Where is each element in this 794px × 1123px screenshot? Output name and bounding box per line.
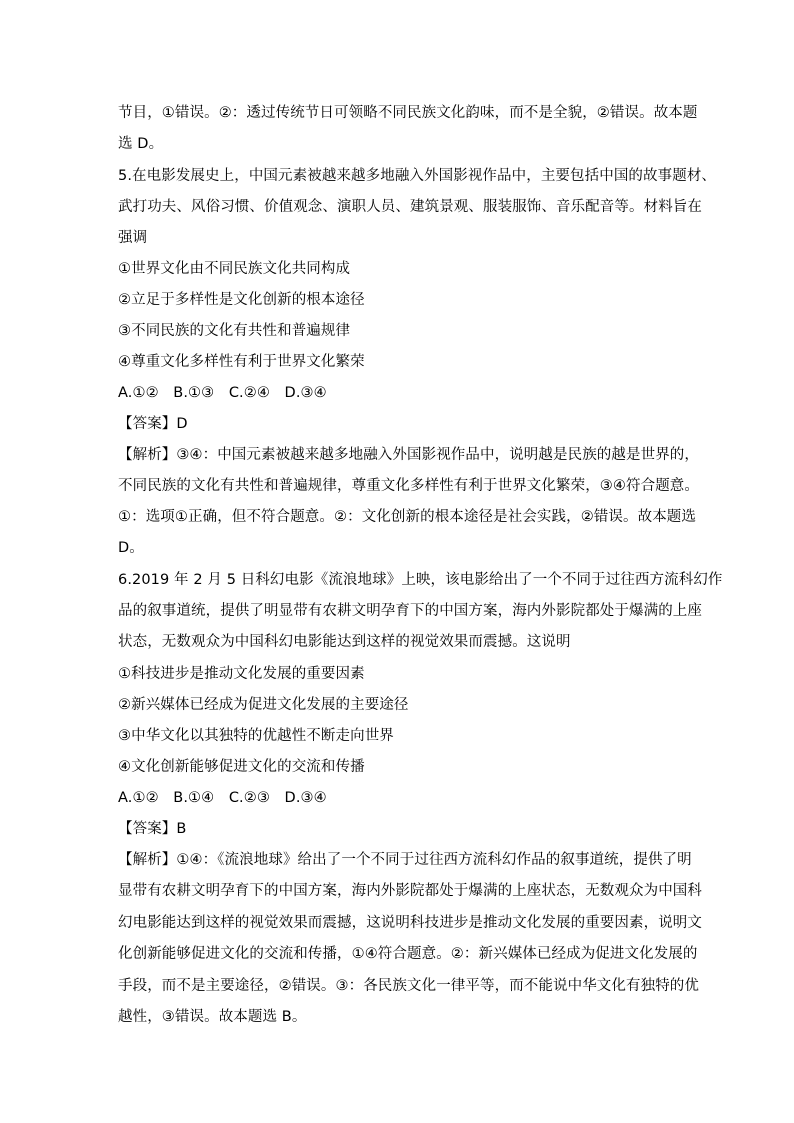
option-4: ④文化创新能够促进文化的交流和传播 — [118, 759, 365, 775]
question-6-stem: 6.2019 年 2 月 5 日科幻电影《流浪地球》上映，该电影给出了一个不同于过往西方流科幻作 — [118, 572, 723, 588]
text-line: ①：选项①正确，但不符合题意。②：文化创新的根本途径是社会实践，②错误。故本题选 — [118, 509, 696, 525]
answer-choices: A.①② B.①④ C.②③ D.③④ — [118, 790, 327, 806]
text-line: 显带有农耕文明孕育下的中国方案，海内外影院都处于爆满的上座状态，无数观众为中国科 — [118, 883, 702, 899]
option-3: ③中华文化以其独特的优越性不断走向世界 — [118, 728, 394, 744]
option-4: ④尊重文化多样性有利于世界文化繁荣 — [118, 354, 365, 370]
text-line: 节目，①错误。②：透过传统节日可领略不同民族文化韵味，而不是全貌，②错误。故本题 — [118, 105, 698, 121]
option-2: ②新兴媒体已经成为促进文化发展的主要途径 — [118, 697, 409, 713]
text-line: 幻电影能达到这样的视觉效果而震撼，这说明科技进步是推动文化发展的重要因素，说明文 — [118, 915, 702, 931]
text-line: 不同民族的文化有共性和普遍规律，尊重文化多样性有利于世界文化繁荣，③④符合题意。 — [118, 478, 699, 494]
text-line: 强调 — [118, 230, 148, 246]
text-line: 品的叙事道统，提供了明显带有农耕文明孕育下的中国方案，海内外影院都处于爆满的上座 — [118, 603, 702, 619]
analysis: 【解析】③④：中国元素被越来越多地融入外国影视作品中，说明越是民族的越是世界的， — [118, 447, 699, 463]
question-5-stem: 5.在电影发展史上，中国元素被越来越多地融入外国影视作品中，主要包括中国的故事题材、 — [118, 168, 717, 184]
answer-choices: A.①② B.①③ C.②④ D.③④ — [118, 385, 327, 401]
analysis: 【解析】①④：《流浪地球》给出了一个不同于过往西方流科幻作品的叙事道统，提供了明 — [118, 852, 692, 868]
text-line: 选 D。 — [118, 136, 164, 152]
text-line: 手段，而不是主要途径，②错误。③：各民族文化一律平等，而不能说中华文化有独特的优 — [118, 978, 699, 994]
text-line: 化创新能够促进文化的交流和传播，①④符合题意。②：新兴媒体已经成为促进文化发展的 — [118, 946, 698, 962]
option-1: ①世界文化由不同民族文化共同构成 — [118, 261, 351, 277]
text-line: 武打功夫、风俗习惯、价值观念、演职人员、建筑景观、服装服饰、音乐配音等。材料旨在 — [118, 199, 702, 215]
text-line: D。 — [118, 540, 144, 556]
answer: 【答案】B — [118, 821, 187, 837]
option-2: ②立足于多样性是文化创新的根本途径 — [118, 292, 365, 308]
text-line: 越性，③错误。故本题选 B。 — [118, 1009, 307, 1025]
answer: 【答案】D — [118, 416, 188, 432]
option-1: ①科技进步是推动文化发展的重要因素 — [118, 666, 365, 682]
text-line: 状态，无数观众为中国科幻电影能达到这样的视觉效果而震撼。这说明 — [118, 634, 571, 650]
option-3: ③不同民族的文化有共性和普遍规律 — [118, 323, 351, 339]
